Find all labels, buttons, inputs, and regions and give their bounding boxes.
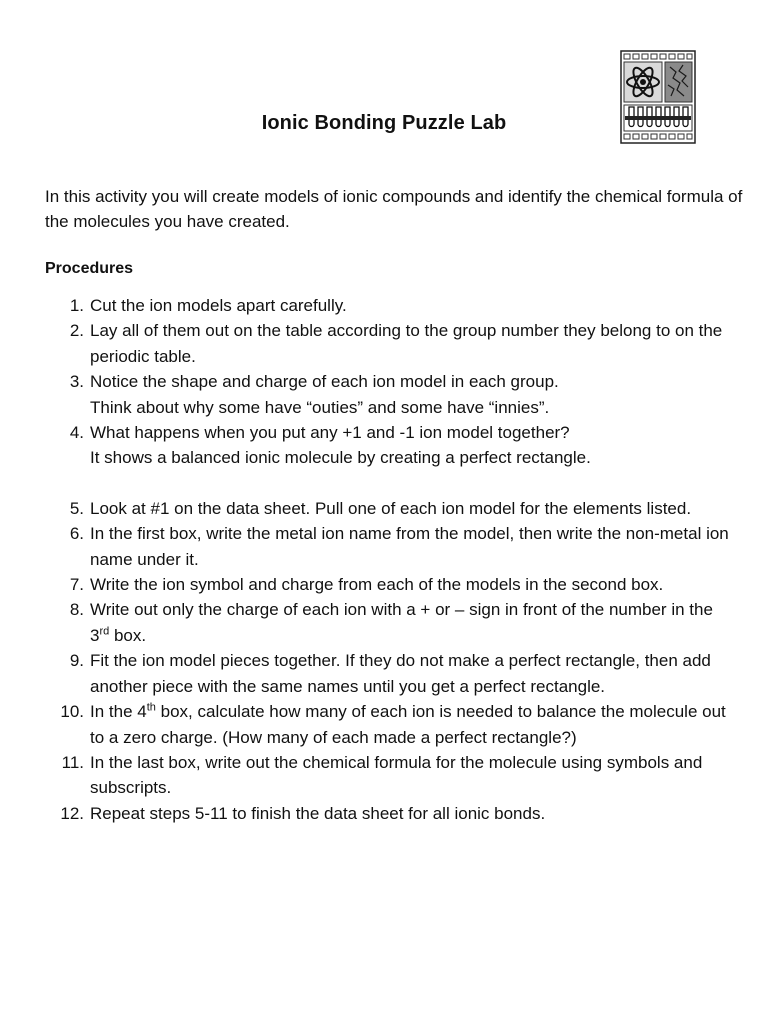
intro-paragraph: In this activity you will create models of ionic compounds and identify the chemical formula of the molecules you have created.: [45, 187, 743, 231]
step-item: [45, 521, 735, 572]
ordinal-suffix: th: [146, 701, 156, 714]
step-text: Repeat steps 5-11 to finish the data sheet for all ionic bonds.: [90, 803, 546, 823]
step-text: Write the ion symbol and charge from each of the models in the second box.: [90, 575, 664, 595]
step-text: Lay all of them out on the table according to the group number they belong to on the periodic table.: [90, 321, 723, 366]
step-item: [45, 801, 735, 826]
step-text: In the last box, write out the chemical formula for the molecule using symbols and subscripts.: [90, 752, 703, 798]
step-text: Fit the ion model pieces together. If they do not make a perfect rectangle, then add another piece with the same names until you get a perfect rectangle.: [90, 651, 711, 696]
step-text: Cut the ion models apart carefully.: [90, 296, 347, 315]
step-number: 5.: [69, 498, 84, 518]
step-number: 8.: [69, 600, 84, 620]
step-text: box.: [109, 625, 147, 645]
step-item: [45, 496, 735, 521]
step-number: 10.: [60, 702, 84, 722]
step-item: [45, 750, 735, 801]
step-text: Write out only the charge of each ion with a + or – sign in front of the number in the 3: [90, 600, 713, 645]
step-text: In the first box, write the metal ion name from the model, then write the non-metal ion name under it.: [90, 524, 729, 569]
step-number: 6.: [69, 524, 84, 544]
step-number: 12.: [60, 803, 84, 823]
step-text: Notice the shape and charge of each ion model in each group.: [90, 372, 559, 392]
step-text: In the 4: [90, 702, 147, 722]
procedures-heading: Procedures: [45, 260, 134, 277]
step-text: What happens when you put any +1 and -1 ion model together?: [90, 423, 570, 443]
step-item: [45, 369, 735, 420]
step-number: 4.: [69, 423, 84, 443]
step-text: Look at #1 on the data sheet. Pull one of each ion model for the elements listed.: [90, 498, 692, 518]
step-item: [45, 420, 735, 471]
ordinal-suffix: rd: [99, 625, 110, 638]
step-item: [45, 648, 735, 699]
step-text: It shows a balanced ionic molecule by creating a perfect rectangle.: [90, 448, 591, 468]
step-number: 7.: [69, 575, 84, 595]
step-item: [45, 699, 735, 750]
step-item: [45, 572, 735, 597]
procedure-steps: [45, 293, 735, 826]
step-item: [45, 318, 735, 369]
step-text: Think about why some have “outies” and some have “innies”.: [90, 397, 550, 417]
step-item: [45, 597, 735, 648]
step-number: 1.: [69, 296, 84, 315]
step-number: 11.: [61, 752, 84, 772]
science-lab-icon: [620, 50, 696, 144]
step-item: [45, 293, 735, 318]
step-number: 9.: [69, 651, 84, 671]
page-title: Ionic Bonding Puzzle Lab: [261, 112, 507, 134]
step-text: box, calculate how many of each ion is needed to balance the molecule out to a zero charge. (How many of each made a perfect rectangle?): [90, 702, 726, 747]
step-number: 2.: [69, 321, 84, 341]
step-number: 3.: [69, 372, 84, 392]
